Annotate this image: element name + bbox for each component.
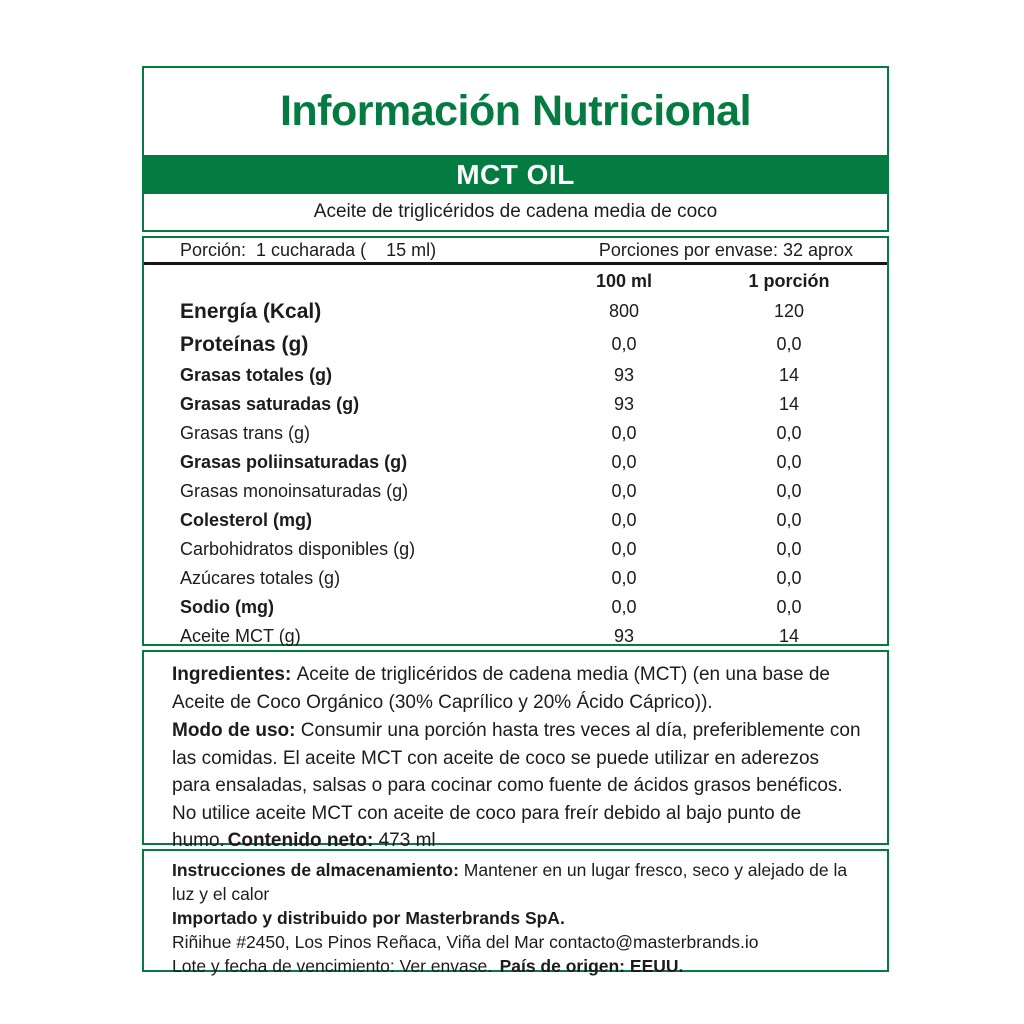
storage-section (142, 849, 889, 976)
nutrient-label: Aceite MCT (g) (180, 626, 301, 646)
usage-line (172, 717, 861, 855)
usage-text: Consumir una porción hasta tres veces al día, preferiblemente con las comidas. El aceite MCT con aceite de coco se puede utilizar en aderezos para ensaladas, salsas o para cocinar como fuente de ácidos grasos benéficos. No utilice aceite MCT con aceite de coco para freír debido al bajo punto de humo. (172, 720, 861, 851)
value-portion: 0,0 (776, 334, 802, 354)
value-portion: 0,0 (776, 597, 802, 617)
table-row (144, 419, 887, 448)
table-row (144, 622, 887, 651)
table-row (144, 564, 887, 593)
table-row (144, 477, 887, 506)
nutrient-label: Grasas saturadas (g) (180, 394, 360, 414)
nutrient-label: Sodio (mg) (180, 597, 274, 617)
servings-per-container: Porciones por envase: 32 aprox (598, 239, 853, 260)
nutrition-table-section (142, 236, 889, 646)
net-content-value: 473 ml (378, 830, 436, 851)
column-header-100ml: 100 ml (595, 270, 653, 291)
serving-row (144, 238, 887, 265)
value-portion: 14 (778, 626, 800, 646)
product-subtitle: Aceite de triglicéridos de cadena media de coco (313, 201, 718, 222)
value-portion: 14 (778, 394, 800, 414)
table-header-row (144, 267, 887, 295)
value-portion: 0,0 (776, 481, 802, 501)
nutrition-label (142, 66, 889, 976)
value-100ml: 93 (613, 394, 635, 414)
product-name-band (144, 155, 887, 194)
nutrient-label: Grasas trans (g) (180, 423, 311, 443)
nutrient-table (144, 267, 887, 651)
value-portion: 0,0 (776, 452, 802, 472)
subtitle-area (144, 194, 887, 230)
title-area (144, 68, 887, 155)
nutrient-label: Grasas totales (g) (180, 365, 333, 385)
value-100ml: 0,0 (611, 423, 637, 443)
value-portion: 0,0 (776, 568, 802, 588)
header-section (142, 66, 889, 232)
table-row (144, 448, 887, 477)
lot-text: Lote y fecha de vencimiento: Ver envase. (172, 956, 493, 976)
table-row (144, 390, 887, 419)
value-portion: 120 (773, 301, 805, 321)
nutrient-label: Carbohidratos disponibles (g) (180, 539, 416, 559)
importer-text: Importado y distribuido por Masterbrands SpA. (172, 908, 565, 928)
value-100ml: 0,0 (611, 481, 637, 501)
table-row (144, 328, 887, 361)
table-row (144, 593, 887, 622)
ingredients-text: Aceite de triglicéridos de cadena media (MCT) (en una base de Aceite de Coco Orgánico (30% Caprílico y 20% Ácido Cáprico)). (172, 664, 830, 713)
value-100ml: 0,0 (611, 597, 637, 617)
importer-line (172, 906, 863, 930)
nutrient-label: Grasas monoinsaturadas (g) (180, 481, 409, 501)
nutrient-label: Grasas poliinsaturadas (g) (180, 452, 408, 472)
table-row (144, 506, 887, 535)
serving-size: Porción: 1 cucharada ( 15 ml) (180, 239, 437, 260)
storage-label: Instrucciones de almacenamiento: (172, 860, 459, 880)
nutrient-label: Colesterol (mg) (180, 510, 313, 530)
storage-text: Mantener en un lugar fresco, seco y alejado de la luz y el calor (172, 860, 848, 904)
value-100ml: 800 (608, 301, 640, 321)
value-100ml: 0,0 (611, 539, 637, 559)
value-100ml: 0,0 (611, 568, 637, 588)
usage-label: Modo de uso: (172, 720, 296, 741)
value-portion: 0,0 (776, 510, 802, 530)
nutrient-label: Proteínas (g) (180, 332, 309, 356)
table-row (144, 535, 887, 564)
value-portion: 0,0 (776, 423, 802, 443)
column-header-portion: 1 porción (748, 270, 830, 291)
value-100ml: 93 (613, 365, 635, 385)
net-content-label: Contenido neto: (227, 830, 374, 851)
value-portion: 14 (778, 365, 800, 385)
address-line (172, 930, 863, 954)
value-100ml: 0,0 (611, 510, 637, 530)
storage-line (172, 858, 863, 906)
origin-value: EEUU. (629, 956, 684, 976)
product-name: MCT OIL (456, 158, 575, 190)
ingredients-label: Ingredientes: (172, 664, 292, 685)
lot-line (172, 954, 863, 978)
address-text: Riñihue #2450, Los Pinos Reñaca, Viña del Mar contacto@masterbrands.io (172, 932, 759, 952)
ingredients-line (172, 661, 861, 716)
ingredients-section (142, 650, 889, 851)
nutrient-rows (144, 295, 887, 651)
table-row (144, 295, 887, 328)
nutrient-label: Azúcares totales (g) (180, 568, 341, 588)
value-100ml: 0,0 (611, 452, 637, 472)
value-portion: 0,0 (776, 539, 802, 559)
origin-label: País de origen: (499, 956, 626, 976)
value-100ml: 93 (613, 626, 635, 646)
nutrient-label: Energía (Kcal) (180, 299, 322, 323)
page-title: Información Nutricional (279, 87, 752, 135)
table-row (144, 361, 887, 390)
value-100ml: 0,0 (611, 334, 637, 354)
